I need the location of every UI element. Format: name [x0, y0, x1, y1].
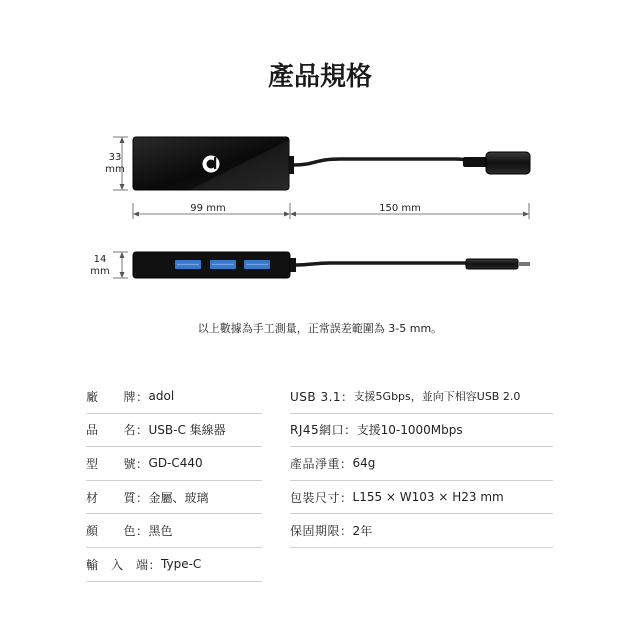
spec-table-left [86, 380, 262, 582]
spec-value: 金屬、玻璃 [148, 490, 209, 505]
hub-top-view [133, 137, 530, 190]
top-height-value: 33 [108, 152, 122, 163]
spec-label: 輸 入 端： [86, 557, 162, 572]
spec-label: 品 名： [86, 423, 149, 438]
page-title: 產品規格 [267, 62, 372, 92]
spec-label: USB 3.1： [290, 389, 354, 404]
spec-label: 產品淨重： [290, 456, 353, 471]
spec-row [290, 481, 553, 515]
spec-row [86, 414, 262, 448]
spec-row [86, 514, 262, 548]
spec-row [86, 447, 262, 481]
spec-row [290, 514, 553, 548]
height-dimension-side [113, 252, 128, 278]
spec-value: Type-C [161, 557, 202, 572]
spec-value: USB-C 集線器 [148, 423, 226, 438]
spec-row [86, 380, 262, 414]
adol-logo-icon [203, 156, 220, 173]
spec-label: 顏 色： [86, 524, 149, 539]
spec-label: RJ45網口： [290, 423, 357, 438]
spec-label: 廠 牌： [86, 389, 149, 404]
spec-value: L155 × W103 × H23 mm [352, 490, 504, 505]
body-length-label: 99 mm [190, 203, 226, 214]
side-height-unit: mm [90, 266, 110, 277]
spec-row [86, 548, 262, 582]
spec-row [290, 447, 553, 481]
spec-value: 支援10-1000Mbps [356, 423, 463, 438]
spec-table-right [290, 380, 553, 548]
spec-row [290, 414, 553, 448]
spec-label: 材 質： [86, 490, 149, 505]
top-height-unit: mm [105, 164, 125, 175]
spec-value: 黑色 [148, 524, 173, 539]
measurement-note: 以上數據為手工測量，正常誤差範圍為 3-5 mm。 [197, 322, 443, 335]
side-height-value: 14 [93, 254, 107, 265]
spec-label: 包裝尺寸： [290, 490, 353, 505]
spec-value: adol [148, 389, 175, 404]
spec-row [290, 380, 553, 414]
spec-value: 2年 [352, 524, 373, 539]
spec-value: GD-C440 [148, 456, 203, 471]
hub-side-view [133, 252, 530, 278]
spec-row [86, 481, 262, 515]
spec-label: 保固期限： [290, 524, 353, 539]
spec-value: 64g [352, 456, 376, 471]
spec-value: 支援5Gbps，並向下相容USB 2.0 [353, 390, 521, 404]
cable-length-label: 150 mm [379, 203, 421, 214]
spec-label: 型 號： [86, 456, 149, 471]
